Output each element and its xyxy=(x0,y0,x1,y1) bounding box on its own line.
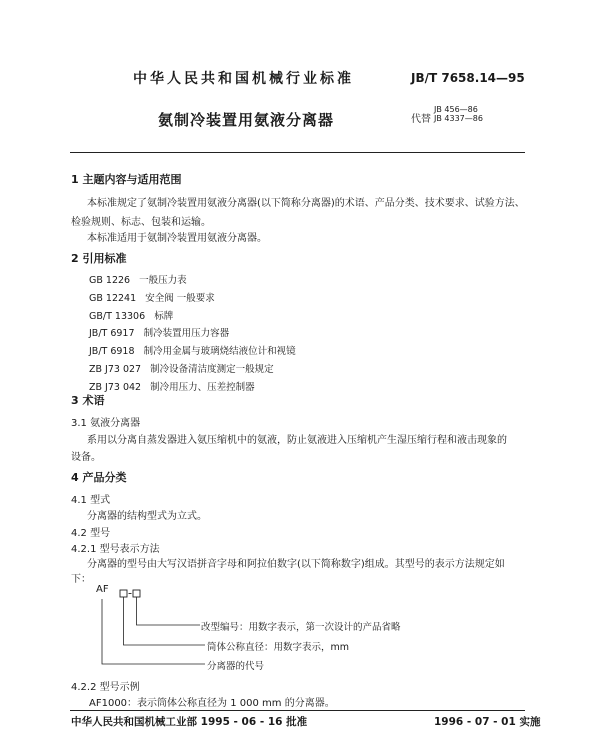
replaces-item: JB 456—86 xyxy=(434,105,478,114)
section-4-2-2-heading: 4.2.2 型号示例 xyxy=(71,682,140,693)
section-3-heading: 3 术语 xyxy=(71,394,105,407)
replaces-item: JB 4337—86 xyxy=(434,114,483,123)
diagram-label-code: 分离器的代号 xyxy=(207,661,265,672)
section-4-2-heading: 4.2 型号 xyxy=(71,528,111,539)
section-4-2-1-text: 下： xyxy=(71,574,91,585)
reference-code: ZB J73 027 xyxy=(89,363,142,375)
reference-title: 制冷用金属与玻璃烧结液位计和视镜 xyxy=(143,346,296,358)
reference-list xyxy=(89,272,296,397)
section-4-2-1-text: 分离器的型号由大写汉语拼音字母和阿拉伯数字(以下简称数字)组成。其型号的表示方法规定如 xyxy=(87,559,505,570)
reference-item xyxy=(89,290,296,308)
reference-code: JB/T 6917 xyxy=(89,328,135,340)
reference-title: 制冷装置用压力容器 xyxy=(143,328,230,340)
section-4-1-heading: 4.1 型式 xyxy=(71,495,111,506)
approval-date: 中华人民共和国机械工业部 1995 - 06 - 16 批准 xyxy=(71,716,308,728)
document-title: 氨制冷装置用氨液分离器 xyxy=(158,111,335,129)
reference-code: ZB J73 042 xyxy=(89,381,142,393)
footer-rule xyxy=(70,710,525,711)
reference-title: 制冷设备清洁度测定一般规定 xyxy=(150,363,274,375)
diagram-label-diameter: 筒体公称直径：用数字表示，mm xyxy=(207,642,350,653)
placeholder-box xyxy=(133,590,140,597)
section-2-heading: 2 引用标准 xyxy=(71,252,127,265)
section-3-text: 设备。 xyxy=(71,452,101,463)
section-3-text: 系用以分离自蒸发器进入氨压缩机中的氨液，防止氨液进入压缩机产生湿压缩行程和液击现象的 xyxy=(87,435,507,446)
model-prefix: AF xyxy=(96,584,109,595)
diagram-label-revision: 改型编号：用数字表示，第一次设计的产品省略 xyxy=(201,622,401,633)
section-4-heading: 4 产品分类 xyxy=(71,471,127,484)
standard-number: JB/T 7658.14—95 xyxy=(411,71,525,85)
reference-title: 标牌 xyxy=(154,310,174,322)
reference-item xyxy=(89,379,296,397)
reference-code: GB/T 13306 xyxy=(89,310,146,322)
reference-item xyxy=(89,308,296,326)
reference-item xyxy=(89,325,296,343)
reference-item xyxy=(89,272,296,290)
reference-title: 制冷用压力、压差控制器 xyxy=(150,381,255,393)
reference-title: 一般压力表 xyxy=(139,275,187,286)
replaces-label: 代替 xyxy=(411,114,431,125)
section-4-2-1-heading: 4.2.1 型号表示方法 xyxy=(71,544,160,555)
leader-line-revision xyxy=(137,597,201,625)
reference-item xyxy=(89,361,296,379)
section-1-text: 检验规则、标志、包装和运输。 xyxy=(71,217,211,228)
placeholder-box xyxy=(120,590,127,597)
section-1-text: 本标准适用于氨制冷装置用氨液分离器。 xyxy=(87,233,267,244)
replaces-list xyxy=(434,105,483,123)
reference-code: GB 12241 xyxy=(89,292,137,304)
reference-code: JB/T 6918 xyxy=(89,346,135,358)
reference-item xyxy=(89,343,296,361)
issuer-title: 中华人民共和国机械行业标准 xyxy=(133,71,354,87)
reference-code: GB 1226 xyxy=(89,275,131,286)
effective-date: 1996 - 07 - 01 实施 xyxy=(434,716,541,728)
header-rule xyxy=(70,152,525,153)
leader-line-code xyxy=(102,599,205,664)
section-1-heading: 1 主题内容与适用范围 xyxy=(71,173,182,186)
leader-line-diameter xyxy=(124,597,206,645)
reference-title: 安全阀 一般要求 xyxy=(145,292,215,304)
section-3-1-heading: 3.1 氨液分离器 xyxy=(71,418,141,429)
section-4-2-2-text: AF1000：表示筒体公称直径为 1 000 mm 的分离器。 xyxy=(89,698,335,709)
section-4-1-text: 分离器的结构型式为立式。 xyxy=(87,511,207,522)
section-1-text: 本标准规定了氨制冷装置用氨液分离器(以下简称分离器)的术语、产品分类、技术要求、试验方法、 xyxy=(87,198,525,209)
model-designation-diagram xyxy=(95,585,205,669)
